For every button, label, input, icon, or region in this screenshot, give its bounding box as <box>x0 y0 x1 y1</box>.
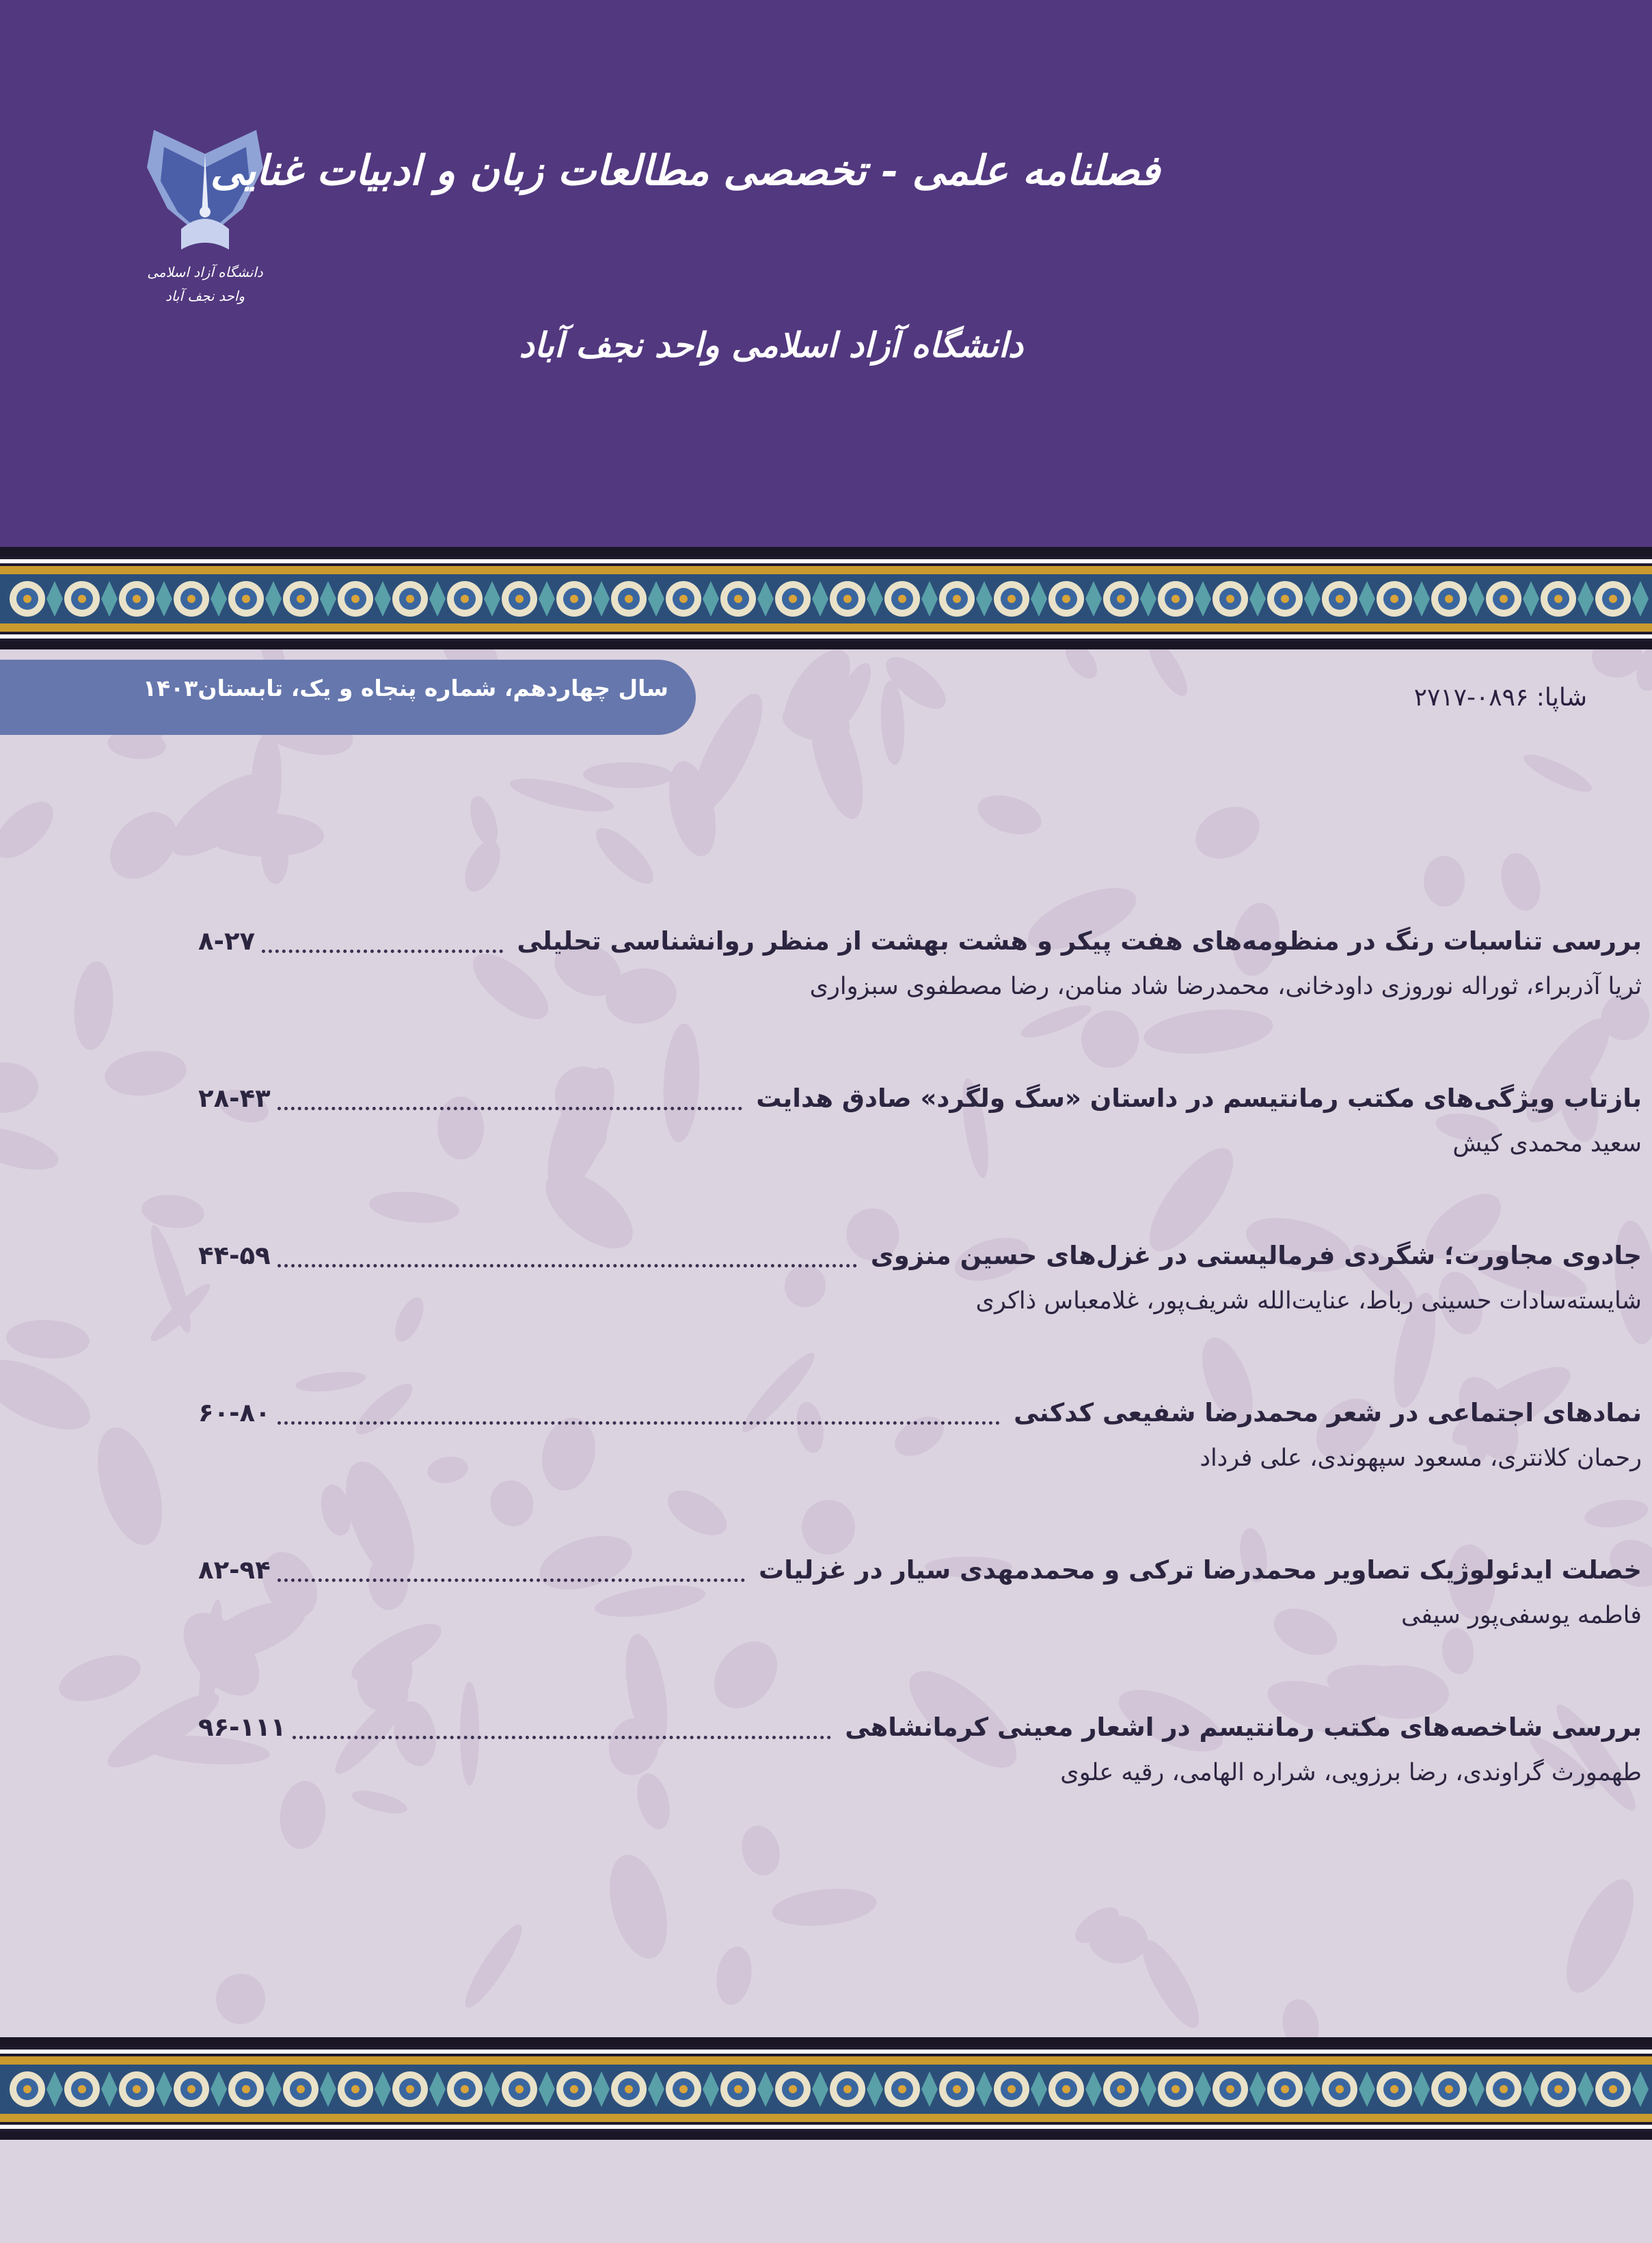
floral-background <box>0 649 1652 2037</box>
ornamental-border-top <box>0 547 1652 649</box>
toc-entry <box>198 1241 1642 1337</box>
toc-page-range: ۸-۲۷ <box>198 926 256 956</box>
svg-text:واحد نجف آباد: واحد نجف آباد <box>165 288 245 304</box>
ornamental-border-bottom <box>0 2037 1652 2140</box>
toc-entry <box>198 1713 1642 1808</box>
floral-background-bottom <box>0 2140 1652 2243</box>
toc-authors: رحمان کلانتری، مسعود سپهوندی، علی فرداد <box>1200 1445 1642 1472</box>
toc-page-range: ۴۴-۵۹ <box>198 1241 271 1270</box>
toc-article-title: جادوی مجاورت؛ شگردی فرمالیستی در غزل‌های حسین منزوی <box>870 1241 1642 1270</box>
issn: شاپا: ۰۸۹۶-۲۷۱۷ <box>1413 684 1587 712</box>
toc-authors: طهمورث گراوندی، رضا برزویی، شراره الهامی، رقیه علوی <box>1060 1759 1642 1786</box>
toc-authors: ثریا آذربراء، ثوراله نوروزی داودخانی، محمدرضا شاد منامن، رضا مصطفوی سبزواری <box>809 973 1642 1000</box>
toc-article-title: بررسی تناسبات رنگ در منظومه‌های هفت پیکر و هشت بهشت از منظر روانشناسی تحلیلی <box>517 926 1642 956</box>
toc-authors: شایسته‌سادات حسینی رباط، عنایت‌الله شریف‌پور، غلامعباس ذاکری <box>975 1287 1642 1315</box>
toc-page-range: ۲۸-۴۳ <box>198 1084 271 1113</box>
toc-page-range: ۹۶-۱۱۱ <box>198 1713 286 1742</box>
svg-text:دانشگاه آزاد اسلامی: دانشگاه آزاد اسلامی <box>147 264 263 280</box>
toc-leader-dots <box>277 1574 745 1582</box>
toc-entry <box>198 1398 1642 1494</box>
toc-page-range: ۸۲-۹۴ <box>198 1555 271 1585</box>
journal-title: فصلنامه علمی - تخصصی مطالعات زبان و ادبیات غنایی <box>210 147 1160 195</box>
toc-leader-dots <box>277 1260 857 1267</box>
toc-authors: سعید محمدی کیش <box>1452 1130 1642 1157</box>
toc-article-title: بررسی شاخصه‌های مکتب رمانتیسم در اشعار معینی کرمانشاهی <box>845 1713 1642 1742</box>
toc-article-title: نمادهای اجتماعی در شعر محمدرضا شفیعی کدکنی <box>1014 1398 1642 1427</box>
toc-article-title: خصلت ایدئولوژیک تصاویر محمدرضا ترکی و محمدمهدی سیار در غزلیات <box>759 1555 1642 1585</box>
toc-entry <box>198 926 1642 1022</box>
toc-article-title: بازتاب ویژگی‌های مکتب رمانتیسم در داستان «سگ ولگرد» صادق هدایت <box>756 1084 1642 1113</box>
toc-leader-dots <box>277 1103 743 1110</box>
university-name: دانشگاه آزاد اسلامی واحد نجف آباد <box>519 325 1023 365</box>
toc-authors: فاطمه یوسفی‌پور سیفی <box>1400 1602 1642 1629</box>
toc-page-range: ۶۰-۸۰ <box>198 1398 271 1427</box>
toc-entry <box>198 1084 1642 1179</box>
toc-leader-dots <box>293 1732 831 1739</box>
toc-leader-dots <box>262 945 503 953</box>
issue-badge <box>0 660 696 735</box>
toc-leader-dots <box>277 1417 1000 1425</box>
issue-label: سال چهاردهم، شماره پنجاه و یک، تابستان۱۴۰۳ <box>142 675 668 701</box>
cover-header <box>0 0 1652 547</box>
toc-entry <box>198 1555 1642 1651</box>
